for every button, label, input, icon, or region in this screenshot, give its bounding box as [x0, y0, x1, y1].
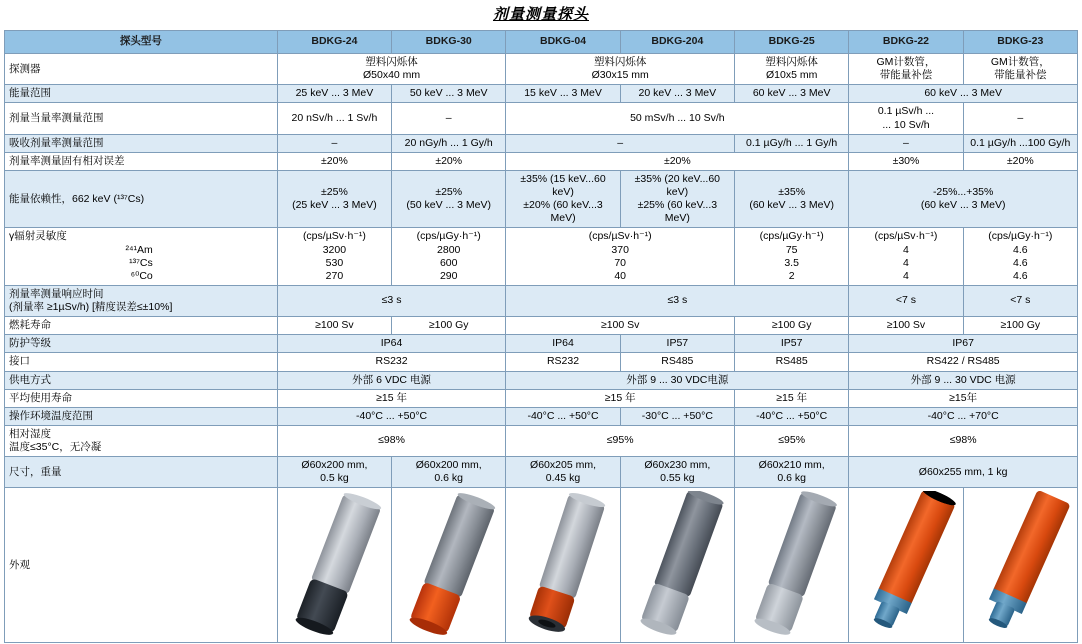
cell: Ø60x230 mm, 0.55 kg: [620, 457, 734, 488]
table-row-gamma-sensitivity: [5, 228, 1078, 286]
row-label: 剂量率测量响应时间 (剂量率 ≥1µSv/h) [精度误差≤±10%]: [5, 285, 278, 316]
appearance-cell-bdkg-23: [963, 488, 1077, 643]
cell: <7 s: [849, 285, 963, 316]
table-row: [5, 134, 1078, 152]
table-row: [5, 317, 1078, 335]
bdkg-204-probe-icon: [625, 491, 739, 639]
cell: -40°C ... +50°C: [506, 407, 620, 425]
cell: 0.1 µGy/h ...100 Gy/h: [963, 134, 1077, 152]
row-label: 探测器: [5, 54, 278, 85]
cell: ≤95%: [735, 425, 849, 456]
cell-gamma-bdkg-23: [963, 228, 1077, 286]
isotope-cs137: ¹³⁷Cs: [129, 256, 153, 269]
column-header-bdkg-25: BDKG-25: [735, 31, 849, 54]
cell: 50 keV ... 3 MeV: [392, 85, 506, 103]
bdkg-30-probe-icon: [396, 491, 510, 639]
value: 4: [903, 256, 909, 269]
table-row: [5, 371, 1078, 389]
table-row: [5, 85, 1078, 103]
cell: GM计数管， 带能量补偿: [963, 54, 1077, 85]
appearance-cell-bdkg-204: [620, 488, 734, 643]
cell: 15 keV ... 3 MeV: [506, 85, 620, 103]
cell: 0.1 µGy/h ... 1 Gy/h: [735, 134, 849, 152]
cell: ±20%: [963, 152, 1077, 170]
cell: 0.1 µSv/h ... ... 10 Sv/h: [849, 103, 963, 134]
page-title: 剂量测量探头: [492, 7, 589, 23]
unit: (cps/µSv·h⁻¹): [874, 230, 938, 243]
cell-gamma-bdkg-24: [277, 228, 391, 286]
value: 75: [785, 243, 798, 256]
cell: 外部 9 ... 30 VDC 电源: [849, 371, 1078, 389]
cell-gamma-bdkg-25: [735, 228, 849, 286]
cell: ≤98%: [277, 425, 506, 456]
cell: 塑料闪烁体 Ø50x40 mm: [277, 54, 506, 85]
row-label: [5, 228, 278, 286]
cell: ±25% (50 keV ... 3 MeV): [392, 170, 506, 228]
row-label: 剂量当量率测量范围: [5, 103, 278, 134]
cell: ≥100 Sv: [849, 317, 963, 335]
cell: ≥15 年: [277, 389, 506, 407]
unit: (cps/µSv·h⁻¹): [588, 230, 652, 243]
cell: Ø60x200 mm, 0.5 kg: [277, 457, 391, 488]
row-label: 操作环境温度范围: [5, 407, 278, 425]
unit: (cps/µSv·h⁻¹): [302, 230, 366, 243]
appearance-cell-bdkg-22: [849, 488, 963, 643]
row-label: 接口: [5, 353, 278, 371]
row-label: 剂量率测量固有相对误差: [5, 152, 278, 170]
unit: (cps/µGy·h⁻¹): [988, 230, 1053, 243]
cell: Ø60x205 mm, 0.45 kg: [506, 457, 620, 488]
cell: IP64: [506, 335, 620, 353]
value: 4.6: [1013, 269, 1028, 282]
value: 4: [903, 243, 909, 256]
table-row-appearance: [5, 488, 1078, 643]
column-header-bdkg-04: BDKG-04: [506, 31, 620, 54]
cell: GM计数管， 带能量补偿: [849, 54, 963, 85]
cell: –: [963, 103, 1077, 134]
column-header-bdkg-24: BDKG-24: [277, 31, 391, 54]
cell: <7 s: [963, 285, 1077, 316]
value: 530: [325, 256, 344, 269]
cell: ≤3 s: [277, 285, 506, 316]
cell-gamma-bdkg-04-204: [506, 228, 735, 286]
cell: RS422 / RS485: [849, 353, 1078, 371]
cell: IP57: [735, 335, 849, 353]
cell: 塑料闪烁体 Ø10x5 mm: [735, 54, 849, 85]
value: 270: [325, 269, 344, 282]
cell: 外部 9 ... 30 VDC电源: [506, 371, 849, 389]
cell: 60 keV ... 3 MeV: [735, 85, 849, 103]
value: 40: [614, 269, 627, 282]
cell: Ø60x200 mm, 0.6 kg: [392, 457, 506, 488]
cell: ≥15年: [849, 389, 1078, 407]
cell: 塑料闪烁体 Ø30x15 mm: [506, 54, 735, 85]
cell: -30°C ... +50°C: [620, 407, 734, 425]
table-row: [5, 425, 1078, 456]
bdkg-04-probe-icon: [510, 491, 624, 639]
cell: –: [277, 134, 391, 152]
appearance-cell-bdkg-24: [277, 488, 391, 643]
cell-gamma-bdkg-22: [849, 228, 963, 286]
isotope-co60: ⁶⁰Co: [130, 269, 153, 282]
cell-gamma-bdkg-30: [392, 228, 506, 286]
unit: (cps/µGy·h⁻¹): [416, 230, 481, 243]
bdkg-25-probe-icon: [739, 491, 853, 639]
row-label: 能量范围: [5, 85, 278, 103]
table-row: [5, 285, 1078, 316]
row-label: 相对湿度 温度≤35°C，无冷凝: [5, 425, 278, 456]
cell: ±30%: [849, 152, 963, 170]
cell: -40°C ... +70°C: [849, 407, 1078, 425]
cell: RS232: [277, 353, 506, 371]
cell: ±20%: [277, 152, 391, 170]
cell: -40°C ... +50°C: [277, 407, 506, 425]
cell: RS232: [506, 353, 620, 371]
column-header-bdkg-30: BDKG-30: [392, 31, 506, 54]
row-label: 防护等级: [5, 335, 278, 353]
row-label: 吸收剂量率测量范围: [5, 134, 278, 152]
table-row: [5, 170, 1078, 228]
value: 70: [614, 256, 627, 269]
bdkg-204-probe: [625, 491, 730, 639]
cell: ≤98%: [849, 425, 1078, 456]
value: 600: [439, 256, 458, 269]
value: 2: [788, 269, 795, 282]
specification-table: [4, 30, 1078, 643]
appearance-cell-bdkg-25: [735, 488, 849, 643]
cell: RS485: [620, 353, 734, 371]
table-row: [5, 103, 1078, 134]
cell: ≤3 s: [506, 285, 849, 316]
cell: 60 keV ... 3 MeV: [849, 85, 1078, 103]
appearance-cell-bdkg-04: [506, 488, 620, 643]
cell: 20 nGy/h ... 1 Gy/h: [392, 134, 506, 152]
cell: –: [506, 134, 735, 152]
value: 370: [611, 243, 629, 256]
bdkg-04-probe: [510, 491, 615, 639]
cell: ≥100 Gy: [963, 317, 1077, 335]
table-row: [5, 407, 1078, 425]
column-header-bdkg-204: BDKG-204: [620, 31, 734, 54]
table-row: [5, 54, 1078, 85]
cell: Ø60x255 mm, 1 kg: [849, 457, 1078, 488]
cell: IP64: [277, 335, 506, 353]
value: 4.6: [1013, 256, 1028, 269]
row-label: 燃耗寿命: [5, 317, 278, 335]
table-row: [5, 389, 1078, 407]
table-row: [5, 335, 1078, 353]
cell: 20 nSv/h ... 1 Sv/h: [277, 103, 391, 134]
cell: -25%...+35% (60 keV ... 3 MeV): [849, 170, 1078, 228]
bdkg-24-probe-icon: [282, 491, 396, 639]
gamma-label-text: γ辐射灵敏度: [9, 230, 67, 243]
cell: IP57: [620, 335, 734, 353]
cell: ≥15 年: [735, 389, 849, 407]
cell: Ø60x210 mm, 0.6 kg: [735, 457, 849, 488]
value: 4.6: [1013, 243, 1028, 256]
row-label: 平均使用寿命: [5, 389, 278, 407]
cell: 外部 6 VDC 电源: [277, 371, 506, 389]
cell: ≥15 年: [506, 389, 735, 407]
cell: IP67: [849, 335, 1078, 353]
cell: ≤95%: [506, 425, 735, 456]
row-label-appearance: 外观: [5, 488, 278, 643]
bdkg-23-probe-icon: [968, 491, 1082, 639]
column-header-bdkg-23: BDKG-23: [963, 31, 1077, 54]
value: 3200: [322, 243, 347, 256]
cell: 25 keV ... 3 MeV: [277, 85, 391, 103]
column-header-model: 探头型号: [5, 31, 278, 54]
isotope-am241: ²⁴¹Am: [125, 243, 153, 256]
bdkg-24-probe: [282, 491, 387, 639]
table-header-row: [5, 31, 1078, 54]
cell: ±35% (20 keV...60 keV) ±25% (60 keV...3 MeV): [620, 170, 734, 228]
table-row: [5, 152, 1078, 170]
cell: RS485: [735, 353, 849, 371]
table-row: [5, 457, 1078, 488]
appearance-cell-bdkg-30: [392, 488, 506, 643]
cell: ≥100 Gy: [392, 317, 506, 335]
bdkg-22-probe-icon: [853, 491, 967, 639]
cell: ±20%: [506, 152, 849, 170]
cell: 50 mSv/h ... 10 Sv/h: [506, 103, 849, 134]
cell: ±20%: [392, 152, 506, 170]
value: 290: [439, 269, 458, 282]
cell: ≥100 Sv: [277, 317, 391, 335]
row-label: 供电方式: [5, 371, 278, 389]
table-row: [5, 353, 1078, 371]
cell: –: [392, 103, 506, 134]
cell: 20 keV ... 3 MeV: [620, 85, 734, 103]
row-label: 能量依赖性，662 keV (¹³⁷Cs): [5, 170, 278, 228]
cell: ≥100 Gy: [735, 317, 849, 335]
cell: ≥100 Sv: [506, 317, 735, 335]
bdkg-22-probe: [853, 491, 958, 639]
value: 3.5: [784, 256, 799, 269]
unit: (cps/µGy·h⁻¹): [759, 230, 824, 243]
bdkg-30-probe: [396, 491, 501, 639]
bdkg-25-probe: [739, 491, 844, 639]
cell: -40°C ... +50°C: [735, 407, 849, 425]
cell: ±25% (25 keV ... 3 MeV): [277, 170, 391, 228]
bdkg-23-probe: [968, 491, 1073, 639]
value: 2800: [437, 243, 461, 256]
column-header-bdkg-22: BDKG-22: [849, 31, 963, 54]
cell: –: [849, 134, 963, 152]
value: 4: [903, 269, 909, 282]
row-label: 尺寸，重量: [5, 457, 278, 488]
cell: ±35% (15 keV...60 keV) ±20% (60 keV...3 MeV): [506, 170, 620, 228]
cell: ±35% (60 keV ... 3 MeV): [735, 170, 849, 228]
